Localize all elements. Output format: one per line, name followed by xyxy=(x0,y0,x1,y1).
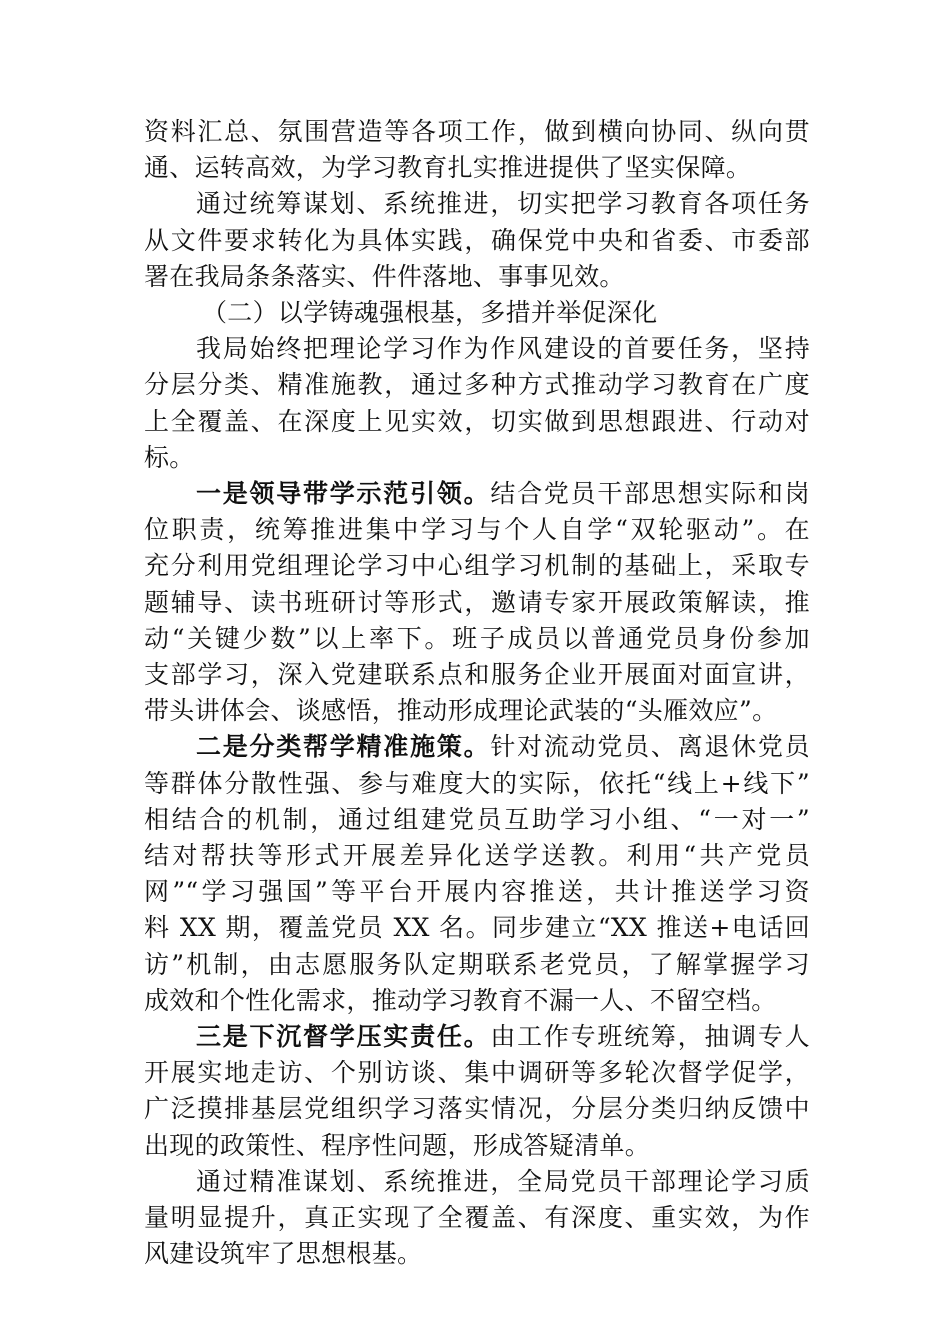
point-text: 针对流动党员、离退休党员 xyxy=(490,732,810,762)
text-line: 出现的政策性、程序性问题，形成答疑清单。 xyxy=(144,1130,651,1160)
text-line: 通、运转高效，为学习教育扎实推进提供了坚实保障。 xyxy=(144,153,752,183)
text-line: 署在我局条条落实、件件落地、事事见效。 xyxy=(144,261,625,291)
text-line: 从文件要求转化为具体实践，确保党中央和省委、市委部 xyxy=(144,225,810,255)
paragraph xyxy=(144,1164,810,1273)
text-line: 标。 xyxy=(144,442,195,472)
text-line: 料 XX 期，覆盖党员 XX 名。同步建立“XX 推送+电话回 xyxy=(144,913,810,943)
text-line: 通过精准谋划、系统推进，全局党员干部理论学习质 xyxy=(196,1166,810,1196)
text-line: 量明显提升，真正实现了全覆盖、有深度、重实效，为作 xyxy=(144,1203,810,1233)
point-lead: 三是下沉督学压实责任。 xyxy=(196,1022,491,1052)
text-line: 位职责，统筹推进集中学习与个人自学“双轮驱动”。在 xyxy=(144,515,810,545)
text-line: 充分利用党组理论学习中心组学习机制的基础上，采取专 xyxy=(144,551,810,581)
paragraph xyxy=(144,331,810,476)
text-line: 开展实地走访、个别访谈、集中调研等多轮次督学促学， xyxy=(144,1058,810,1088)
text-line: 访”机制，由志愿服务队定期联系老党员，了解掌握学习 xyxy=(144,949,810,979)
text-line: 网”“学习强国”等平台开展内容推送，共计推送学习资 xyxy=(144,877,810,907)
point-paragraph-3 xyxy=(144,1019,810,1164)
text-line xyxy=(144,729,810,765)
text-line: 资料汇总、氛围营造等各项工作，做到横向协同、纵向贯 xyxy=(144,117,810,146)
text-line: 等群体分散性强、参与难度大的实际，依托“线上+线下” xyxy=(144,768,810,798)
paragraph xyxy=(144,114,810,186)
text-line: 广泛摸排基层党组织学习落实情况，分层分类归纳反馈中 xyxy=(144,1094,810,1124)
text-line: 分层分类、精准施教，通过多种方式推动学习教育在广度 xyxy=(144,370,810,400)
point-paragraph-2 xyxy=(144,729,810,1019)
text-line: 带头讲体会、谈感悟，推动形成理论武装的“头雁效应”。 xyxy=(144,696,778,726)
point-lead: 二是分类帮学精准施策。 xyxy=(196,732,491,762)
text-line: 相结合的机制，通过组建党员互助学习小组、“一对一” xyxy=(144,804,810,834)
paragraph xyxy=(144,186,810,295)
text-line: 风建设筑牢了思想根基。 xyxy=(144,1239,423,1269)
text-line xyxy=(144,1019,810,1055)
text-line: 通过统筹谋划、系统推进，切实把学习教育各项任务 xyxy=(196,189,810,219)
text-line: 上全覆盖、在深度上见实效，切实做到思想跟进、行动对 xyxy=(144,406,810,436)
point-text: 结合党员干部思想实际和岗 xyxy=(490,479,810,509)
section-heading: （二）以学铸魂强根基，多措并举促深化 xyxy=(202,298,658,328)
text-line: 结对帮扶等形式开展差异化送学送教。利用“共产党员 xyxy=(144,841,810,871)
point-text: 由工作专班统筹，抽调专人 xyxy=(490,1022,810,1052)
text-line: 支部学习，深入党建联系点和服务企业开展面对面宣讲， xyxy=(144,660,810,690)
text-line: 题辅导、读书班研讨等形式，邀请专家开展政策解读，推 xyxy=(144,587,810,617)
text-line: 动“关键少数”以上率下。班子成员以普通党员身份参加 xyxy=(144,623,810,653)
point-paragraph-1 xyxy=(144,476,810,729)
point-lead: 一是领导带学示范引领。 xyxy=(196,479,491,509)
text-line: 成效和个性化需求，推动学习教育不漏一人、不留空档。 xyxy=(144,985,777,1015)
text-line xyxy=(144,476,810,512)
text-line: 我局始终把理论学习作为作风建设的首要任务，坚持 xyxy=(196,334,810,364)
